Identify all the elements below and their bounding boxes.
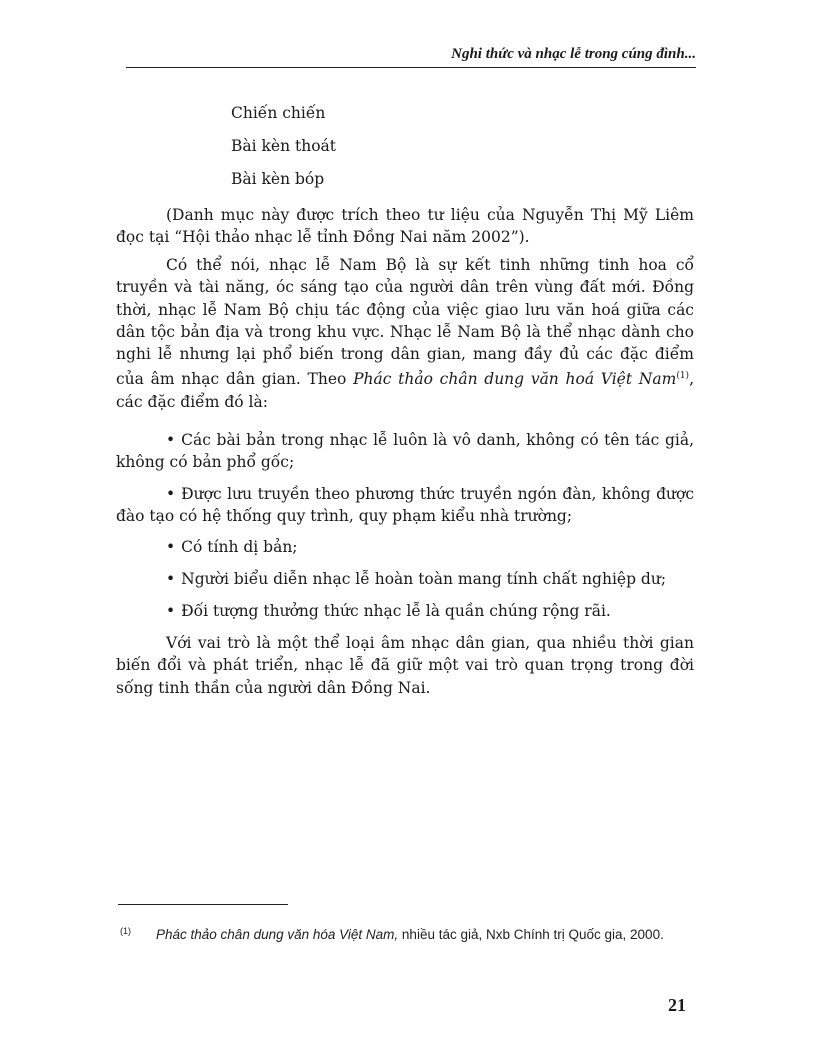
footnote-mark: (1) (120, 926, 131, 936)
bullet-text: Có tính dị bản; (181, 538, 298, 556)
book-title: Phác thảo chân dung văn hoá Việt Nam (353, 370, 677, 389)
bullet-text: Đối tượng thưởng thức nhạc lễ là quần chúng rộng rãi. (181, 602, 611, 620)
source-note: (Danh mục này được trích theo tư liệu của Nguyễn Thị Mỹ Liêm đọc tại “Hội thảo nhạc lễ tỉnh Đồng Nai năm 2002”). (116, 206, 694, 247)
bullet-text: Được lưu truyền theo phương thức truyền ngón đàn, không được đào tạo có hệ thống quy trình, quy phạm kiểu nhà trường; (116, 485, 694, 526)
footnote-ref: (1) (676, 371, 690, 382)
paragraph-2: Với vai trò là một thể loại âm nhạc dân gian, qua nhiều thời gian biến đổi và phát triển, nhạc lễ đã giữ một vai trò quan trọng trong đời sống tinh thần của người dân Đồng Nai. (116, 634, 694, 697)
bullet-text: Các bài bản trong nhạc lễ luôn là vô danh, không có tên tác giả, không có bản phổ gốc; (116, 431, 694, 472)
footnote-text (156, 925, 694, 945)
list-item: Bài kèn bóp (231, 170, 325, 188)
paragraph-1 (116, 254, 694, 413)
bullet-item (116, 568, 694, 590)
bullet-item (116, 429, 694, 474)
paragraph-1-end: , các đặc điểm đó là: (116, 370, 694, 411)
page-number: 21 (668, 995, 686, 1015)
paragraph-1-text: Có thể nói, nhạc lễ Nam Bộ là sự kết tinh những tinh hoa cổ truyền và tài năng, óc sáng tạo của người dân trên vùng đất mới. Đồng thời, nhạc lễ Nam Bộ chịu tác động của việc giao lưu văn hoá giữa các dân tộc bản địa và trong khu vực. Nhạc lễ Nam Bộ là thể nhạc dành cho nghi lễ nhưng lại phổ biến trong dân gian, mang đầy đủ các đặc điểm của âm nhạc dân gian. Theo (116, 256, 694, 389)
header-rule (126, 67, 696, 68)
list-item: Bài kèn thoát (231, 137, 337, 155)
bullet-dot: • (166, 431, 176, 449)
bullet-dot: • (166, 538, 176, 556)
bullet-item (116, 536, 694, 558)
running-header: Nghi thức và nhạc lễ trong cúng đình... (451, 46, 696, 62)
bullet-item (116, 600, 694, 622)
footnote-rest: nhiều tác giả, Nxb Chính trị Quốc gia, 2000. (398, 927, 664, 942)
bullet-text: Người biểu diễn nhạc lễ hoàn toàn mang tính chất nghiệp dư; (181, 570, 667, 588)
footnote-rule (118, 904, 288, 905)
footnote-title: Phác thảo chân dung văn hóa Việt Nam, (156, 927, 399, 942)
bullet-dot: • (166, 602, 176, 620)
bullet-dot: • (166, 485, 176, 503)
bullet-item (116, 483, 694, 528)
bullet-dot: • (166, 570, 176, 588)
footnote (116, 925, 694, 945)
list-item: Chiến chiến (231, 104, 326, 122)
